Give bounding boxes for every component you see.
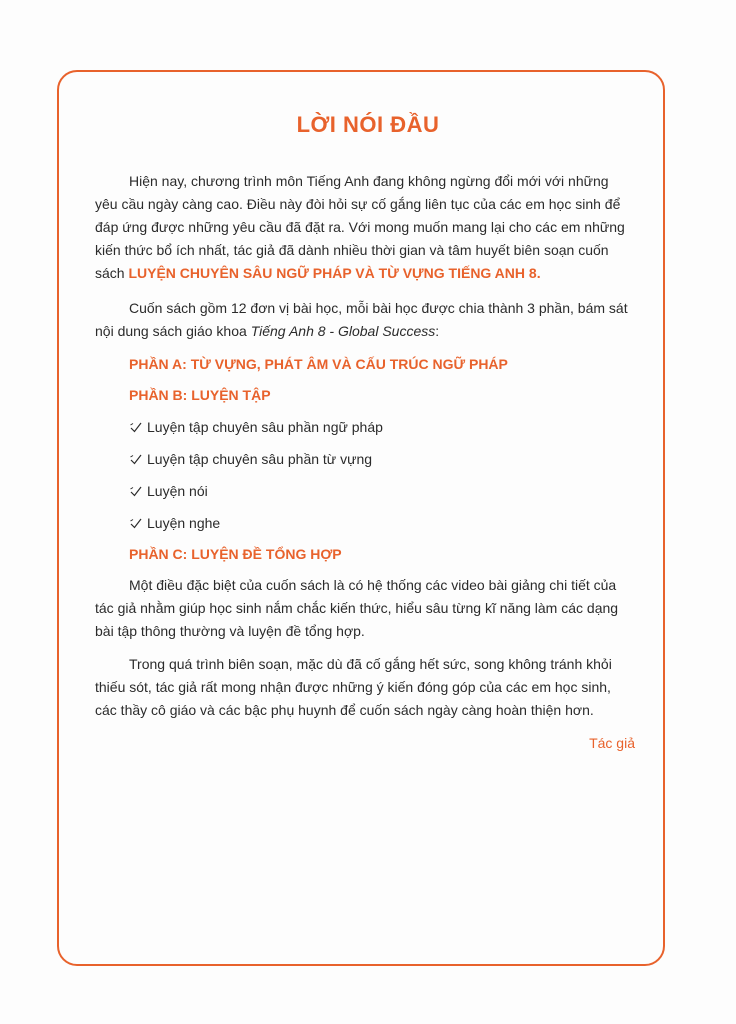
list-item <box>129 479 635 503</box>
book-title: LUYỆN CHUYÊN SÂU NGỮ PHÁP VÀ TỪ VỰNG TIẾNG ANH 8. <box>128 265 541 281</box>
textbook-title: Tiếng Anh 8 - Global Success <box>250 323 436 339</box>
part-a-heading: PHẦN A: TỪ VỰNG, PHÁT ÂM VÀ CẤU TRÚC NGỮ PHÁP <box>129 356 508 372</box>
closing-paragraph: Trong quá trình biên soạn, mặc dù đã cố gắng hết sức, song không tránh khỏi thiếu sót, tác giả rất mong nhận được những ý kiến đóng góp của các em học sinh, các thầy cô giáo và các bậc phụ huynh để cuốn sách ngày càng hoàn thiện hơn. <box>95 656 612 718</box>
part-b-list <box>95 415 635 535</box>
intro-paragraph <box>95 170 635 285</box>
list-item <box>129 447 635 471</box>
list-item <box>129 511 635 535</box>
structure-text-end: : <box>435 323 440 339</box>
list-item-label: Luyện tập chuyên sâu phần từ vựng <box>147 450 373 467</box>
page-title: LỜI NÓI ĐẦU <box>296 112 440 137</box>
list-item-label: Luyện nói <box>147 482 208 499</box>
part-b-heading: PHẦN B: LUYỆN TẬP <box>129 387 271 403</box>
preface-body <box>95 170 635 755</box>
structure-text: Cuốn sách gồm 12 đơn vị bài học, mỗi bài học được chia thành 3 phần, bám sát nội dung sách giáo khoa <box>95 300 628 339</box>
list-item-label: Luyện tập chuyên sâu phần ngữ pháp <box>147 418 383 435</box>
check-icon <box>129 484 143 498</box>
author-signature: Tác giả <box>589 735 635 751</box>
check-icon <box>129 516 143 530</box>
check-icon <box>129 420 143 434</box>
check-icon <box>129 452 143 466</box>
list-item <box>129 415 635 439</box>
videos-paragraph: Một điều đặc biệt của cuốn sách là có hệ thống các video bài giảng chi tiết của tác giả nhằm giúp học sinh nắm chắc kiến thức, hiểu sâu từng kĩ năng làm các dạng bài tập thông thường và luyện đề tổng hợp. <box>95 577 619 639</box>
list-item-label: Luyện nghe <box>147 514 221 531</box>
structure-paragraph <box>95 297 635 343</box>
part-c-heading: PHẦN C: LUYỆN ĐỀ TỔNG HỢP <box>129 546 342 562</box>
intro-text: Hiện nay, chương trình môn Tiếng Anh đang không ngừng đổi mới với những yêu cầu ngày càng cao. Điều này đòi hỏi sự cố gắng liên tục của các em học sinh để đáp ứng được những yêu cầu đã đặt ra. Với mong muốn mang lại cho các em những kiến thức bổ ích nhất, tác giả đã dành nhiều thời gian và tâm huyết biên soạn cuốn sách <box>95 173 625 281</box>
